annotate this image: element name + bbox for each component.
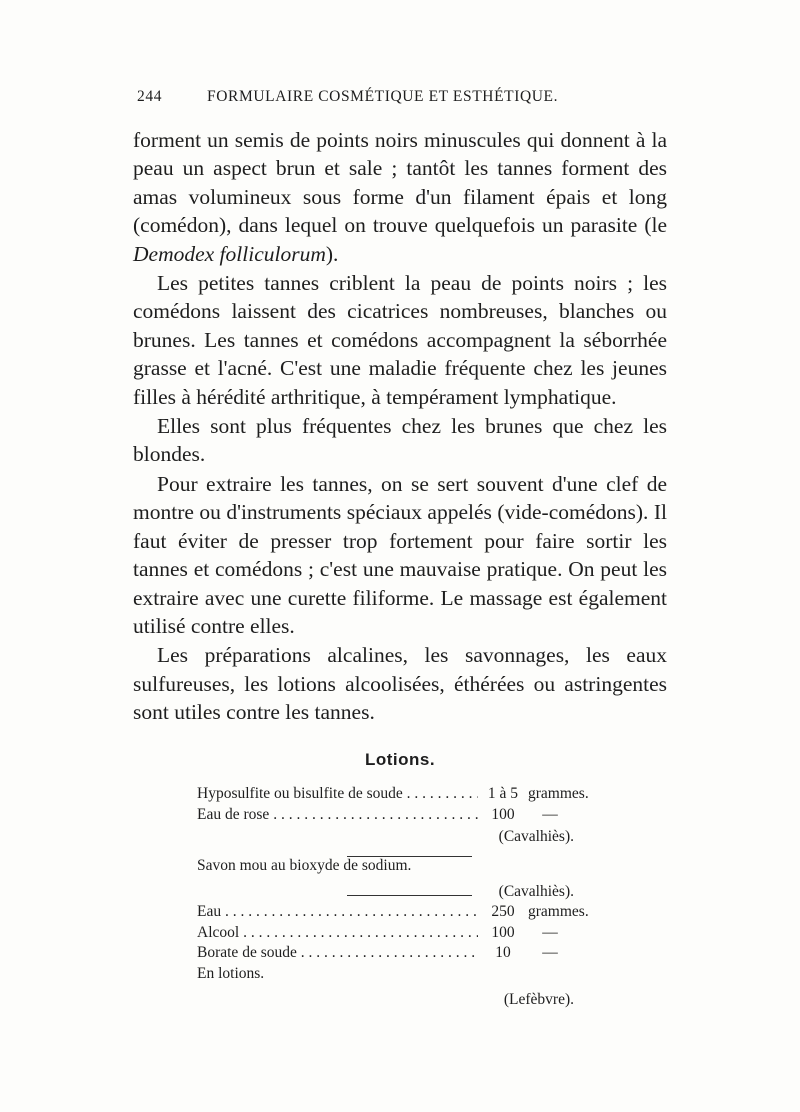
paragraph: Les petites tannes criblent la peau de points noirs ; les comédons laissent des cicatrices nombreuses, blanches ou brunes. Les tannes et comédons accompagnent la séborrhée grasse et l'acné. C'est une maladie fréquente chez les jeunes filles à hérédité arthritique, à tempérament lymphatique. [133, 271, 667, 409]
recipe-3 [197, 902, 602, 1011]
recipe-row [197, 805, 602, 826]
unit: grammes. [528, 785, 589, 802]
ingredient: Eau . . . [197, 902, 478, 923]
recipe-row [197, 923, 602, 944]
quantity: 1 à 5 [487, 785, 519, 802]
unit: — [542, 805, 558, 823]
recipe-row [197, 784, 602, 805]
ingredient: Alcool . . . [197, 923, 478, 944]
attribution: (Cavalhiès). [498, 828, 574, 845]
unit: — [542, 944, 558, 961]
body-text [133, 126, 667, 727]
recipe-row [197, 943, 602, 964]
quantity: 100 [491, 923, 515, 941]
paragraph: Pour extraire les tannes, on se sert souvent d'une clef de montre ou d'instruments spéciaux appelés (vide-comédons). Il faut éviter de presser trop fortement pour faire sortir les tannes et comédons ; c'est une mauvaise pratique. On peut les extraire avec une curette filiforme. Le massage est également utilisé contre elles. [133, 471, 667, 638]
recipe-2 [197, 856, 602, 902]
recipe-line: Savon mou au bioxyde de sodium. [197, 857, 412, 874]
recipe-row [197, 902, 602, 923]
running-header [137, 88, 667, 106]
italic-term: Demodex folliculorum [133, 241, 326, 266]
attribution: (Lefèbvre). [503, 991, 574, 1008]
running-title: FORMULAIRE COSMÉTIQUE ET ESTHÉTIQUE. [207, 88, 559, 105]
paragraph: forment un semis de points noirs minuscules qui donnent à la peau un aspect brun et sale ; tantôt les tannes forment des amas volumineux sous forme d'un filament épais et long (comédon), dans lequel on trouve quelquefois un parasite (le Demodex folliculorum). [133, 128, 667, 266]
paragraph: Les préparations alcalines, les savonnages, les eaux sulfureuses, les lotions alcoolisées, éthérées ou astringentes sont utiles contre les tannes. [133, 643, 667, 725]
ingredient: Eau de rose . . . [197, 805, 478, 826]
ingredient: Hyposulfite ou bisulfite de soude . . . [197, 784, 478, 805]
quantity: 250 [491, 903, 515, 920]
attribution: (Cavalhiès). [498, 882, 574, 900]
page-number: 244 [137, 88, 163, 105]
section-title: Lotions. [364, 750, 436, 769]
unit: — [542, 923, 558, 941]
paragraph: Elles sont plus fréquentes chez les brunes que chez les blondes. [133, 414, 667, 467]
usage-note: En lotions. [197, 964, 265, 982]
unit: grammes. [528, 903, 589, 920]
quantity: 10 [495, 944, 511, 961]
ingredient: Borate de soude . . . [197, 943, 478, 964]
quantity: 100 [491, 805, 515, 823]
recipe-1 [197, 784, 602, 861]
